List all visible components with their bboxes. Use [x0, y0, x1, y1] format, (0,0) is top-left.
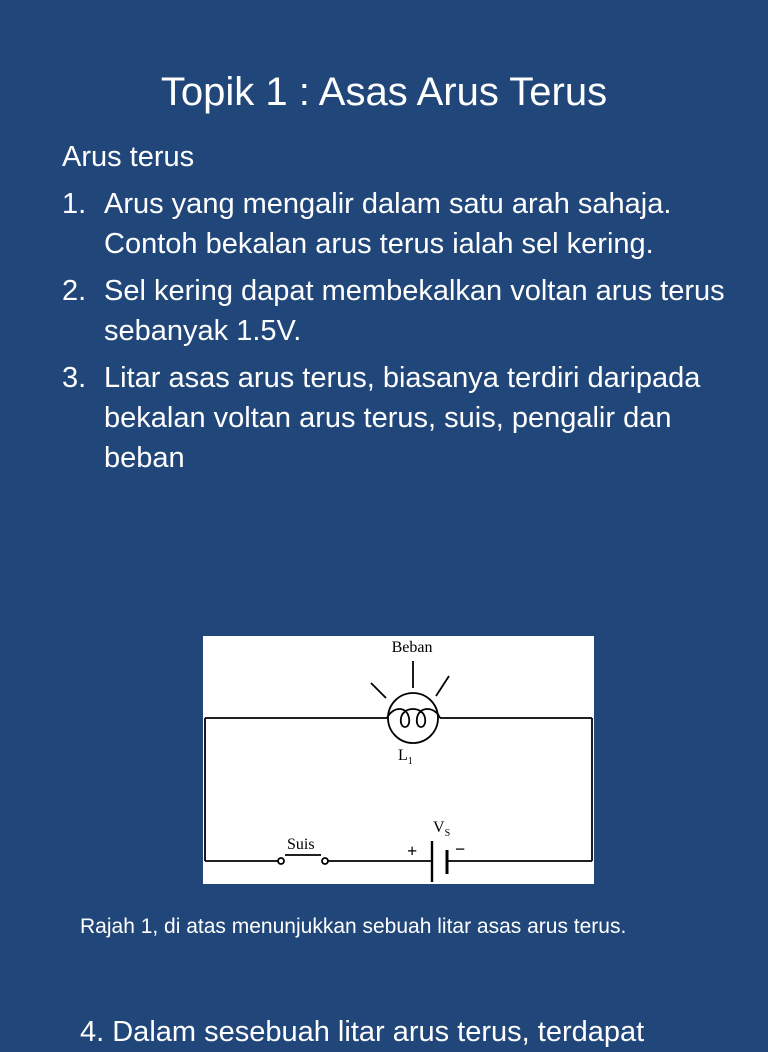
list-item-number: 1.: [62, 188, 87, 220]
lamp-label: $L_1$: [398, 747, 413, 767]
light-ray-right: [436, 676, 449, 696]
circuit-diagram: [203, 636, 594, 884]
lamp-filament: [387, 709, 440, 727]
light-ray-left: [371, 683, 386, 698]
slide-title: Topik 1 : Asas Arus Terus: [160, 70, 608, 114]
list-item: [62, 358, 752, 478]
lamp-icon: [388, 693, 438, 743]
list-item: [62, 271, 752, 351]
switch-contact-right: [322, 858, 328, 864]
cutoff-list-item: 4. Dalam sesebuah litar arus terus, terdapat: [80, 1016, 645, 1048]
list-item-text: Arus yang mengalir dalam satu arah sahaja. Contoh bekalan arus terus ialah sel kering.: [104, 188, 672, 260]
point-list: [62, 184, 752, 485]
list-item-text: Sel kering dapat membekalkan voltan arus terus sebanyak 1.5V.: [104, 275, 725, 347]
switch-label: Suis: [287, 836, 315, 853]
list-item-text: Litar asas arus terus, biasanya terdiri daripada bekalan voltan arus terus, suis, pengalir dan beban: [104, 362, 701, 474]
load-label: Beban: [391, 639, 433, 656]
switch-contact-left: [278, 858, 284, 864]
circuit-svg: [203, 636, 594, 884]
subheading: Arus terus: [62, 141, 195, 173]
list-item-number: 2.: [62, 275, 87, 307]
minus-sign: −: [455, 839, 466, 859]
figure-caption: Rajah 1, di atas menunjukkan sebuah litar asas arus terus.: [80, 915, 627, 938]
list-item-number: 3.: [62, 362, 87, 394]
plus-sign: +: [407, 841, 418, 861]
list-item: [62, 184, 752, 264]
source-label: $V_S$: [433, 819, 451, 839]
